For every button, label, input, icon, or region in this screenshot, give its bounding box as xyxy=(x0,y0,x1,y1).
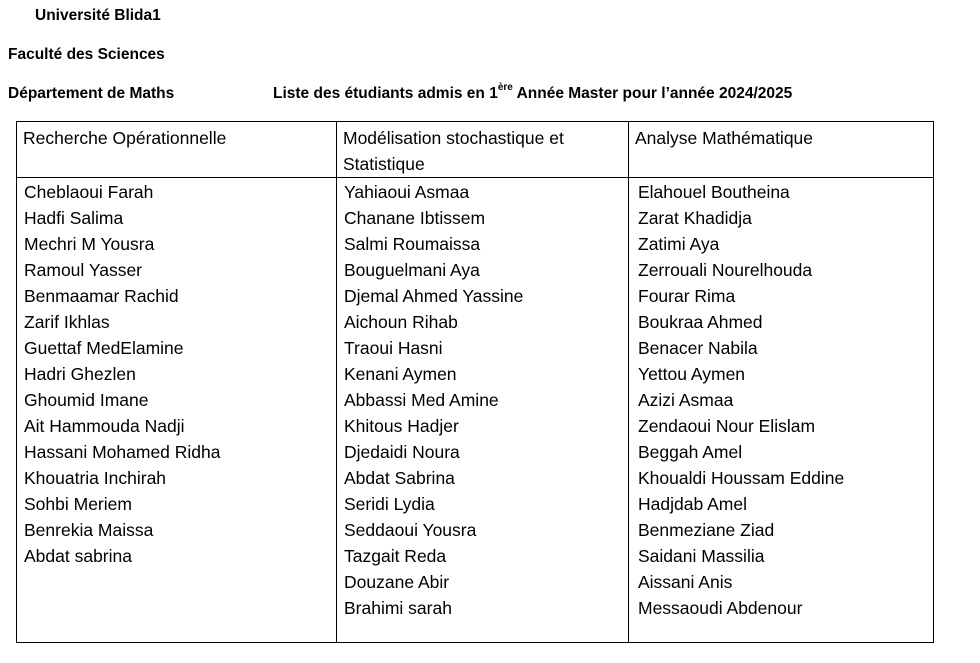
document-title xyxy=(273,82,793,103)
student-name: Ait Hammouda Nadji xyxy=(24,416,185,436)
student-name: Traoui Hasni xyxy=(344,338,443,358)
student-name: Mechri M Yousra xyxy=(24,234,155,254)
student-name: Khitous Hadjer xyxy=(344,416,459,436)
student-name: Khouatria Inchirah xyxy=(24,468,167,488)
student-name: Cheblaoui Farah xyxy=(24,182,154,202)
column-header-analyse-mathematique: Analyse Mathématique xyxy=(629,122,934,178)
student-name: Sohbi Meriem xyxy=(24,494,132,514)
student-name: Ghoumid Imane xyxy=(24,390,149,410)
student-name: Seridi Lydia xyxy=(344,494,435,514)
student-name: Khoualdi Houssam Eddine xyxy=(638,468,845,488)
university-name: Université Blida1 xyxy=(35,7,161,24)
student-name: Zendaoui Nour Elislam xyxy=(638,416,816,436)
student-name: Tazgait Reda xyxy=(344,546,447,566)
student-name: Zatimi Aya xyxy=(638,234,720,254)
student-name: Benrekia Maissa xyxy=(24,520,154,540)
student-name: Yettou Aymen xyxy=(638,364,746,384)
student-name: Ramoul Yasser xyxy=(24,260,143,280)
student-name: Elahouel Boutheina xyxy=(638,182,790,202)
student-name: Zerrouali Nourelhouda xyxy=(638,260,813,280)
student-name: Beggah Amel xyxy=(638,442,743,462)
column-analyse-mathematique xyxy=(629,178,934,643)
student-name: Bouguelmani Aya xyxy=(344,260,480,280)
student-name: Seddaoui Yousra xyxy=(344,520,477,540)
student-list-ms xyxy=(343,180,622,622)
student-name: Abdat Sabrina xyxy=(344,468,455,488)
student-name: Aichoun Rihab xyxy=(344,312,458,332)
title-superscript: ère xyxy=(497,82,513,93)
column-recherche-operationnelle xyxy=(17,178,337,643)
student-name: Benacer Nabila xyxy=(638,338,758,358)
title-text-main: Liste des étudiants admis en 1 xyxy=(273,85,498,102)
student-name: Guettaf MedElamine xyxy=(24,338,184,358)
student-list-am xyxy=(635,180,927,622)
student-name: Zarat Khadidja xyxy=(638,208,752,228)
student-name: Benmeziane Ziad xyxy=(638,520,775,540)
student-name: Saidani Massilia xyxy=(638,546,765,566)
student-name: Hadri Ghezlen xyxy=(24,364,136,384)
department-name: Département de Maths xyxy=(8,85,175,102)
student-name: Brahimi sarah xyxy=(344,598,452,618)
student-name: Djemal Ahmed Yassine xyxy=(344,286,524,306)
student-name: Boukraa Ahmed xyxy=(638,312,763,332)
student-name: Hadfi Salima xyxy=(24,208,124,228)
admitted-students-table xyxy=(16,121,934,643)
table-body-row xyxy=(17,178,934,643)
student-name: Zarif Ikhlas xyxy=(24,312,110,332)
column-header-recherche-operationnelle: Recherche Opérationnelle xyxy=(17,122,337,178)
student-name: Benmaamar Rachid xyxy=(24,286,179,306)
column-header-modelisation-stochastique: Modélisation stochastique et Statistique xyxy=(337,122,629,178)
student-name: Yahiaoui Asmaa xyxy=(344,182,470,202)
student-name: Hadjdab Amel xyxy=(638,494,747,514)
student-name: Aissani Anis xyxy=(638,572,733,592)
student-name: Hassani Mohamed Ridha xyxy=(24,442,221,462)
student-name: Kenani Aymen xyxy=(344,364,457,384)
student-name: Messaoudi Abdenour xyxy=(638,598,803,618)
table-header-row xyxy=(17,122,934,178)
student-name: Chanane Ibtissem xyxy=(344,208,486,228)
student-name: Fourar Rima xyxy=(638,286,736,306)
faculty-name: Faculté des Sciences xyxy=(8,46,165,63)
student-name: Douzane Abir xyxy=(344,572,450,592)
student-name: Djedaidi Noura xyxy=(344,442,460,462)
column-modelisation-stochastique xyxy=(337,178,629,643)
student-list-ro xyxy=(23,180,330,570)
student-name: Salmi Roumaissa xyxy=(344,234,481,254)
title-text-rest: Année Master pour l’année 2024/2025 xyxy=(512,85,793,102)
student-name: Abdat sabrina xyxy=(24,546,132,566)
student-name: Azizi Asmaa xyxy=(638,390,734,410)
student-name: Abbassi Med Amine xyxy=(344,390,499,410)
